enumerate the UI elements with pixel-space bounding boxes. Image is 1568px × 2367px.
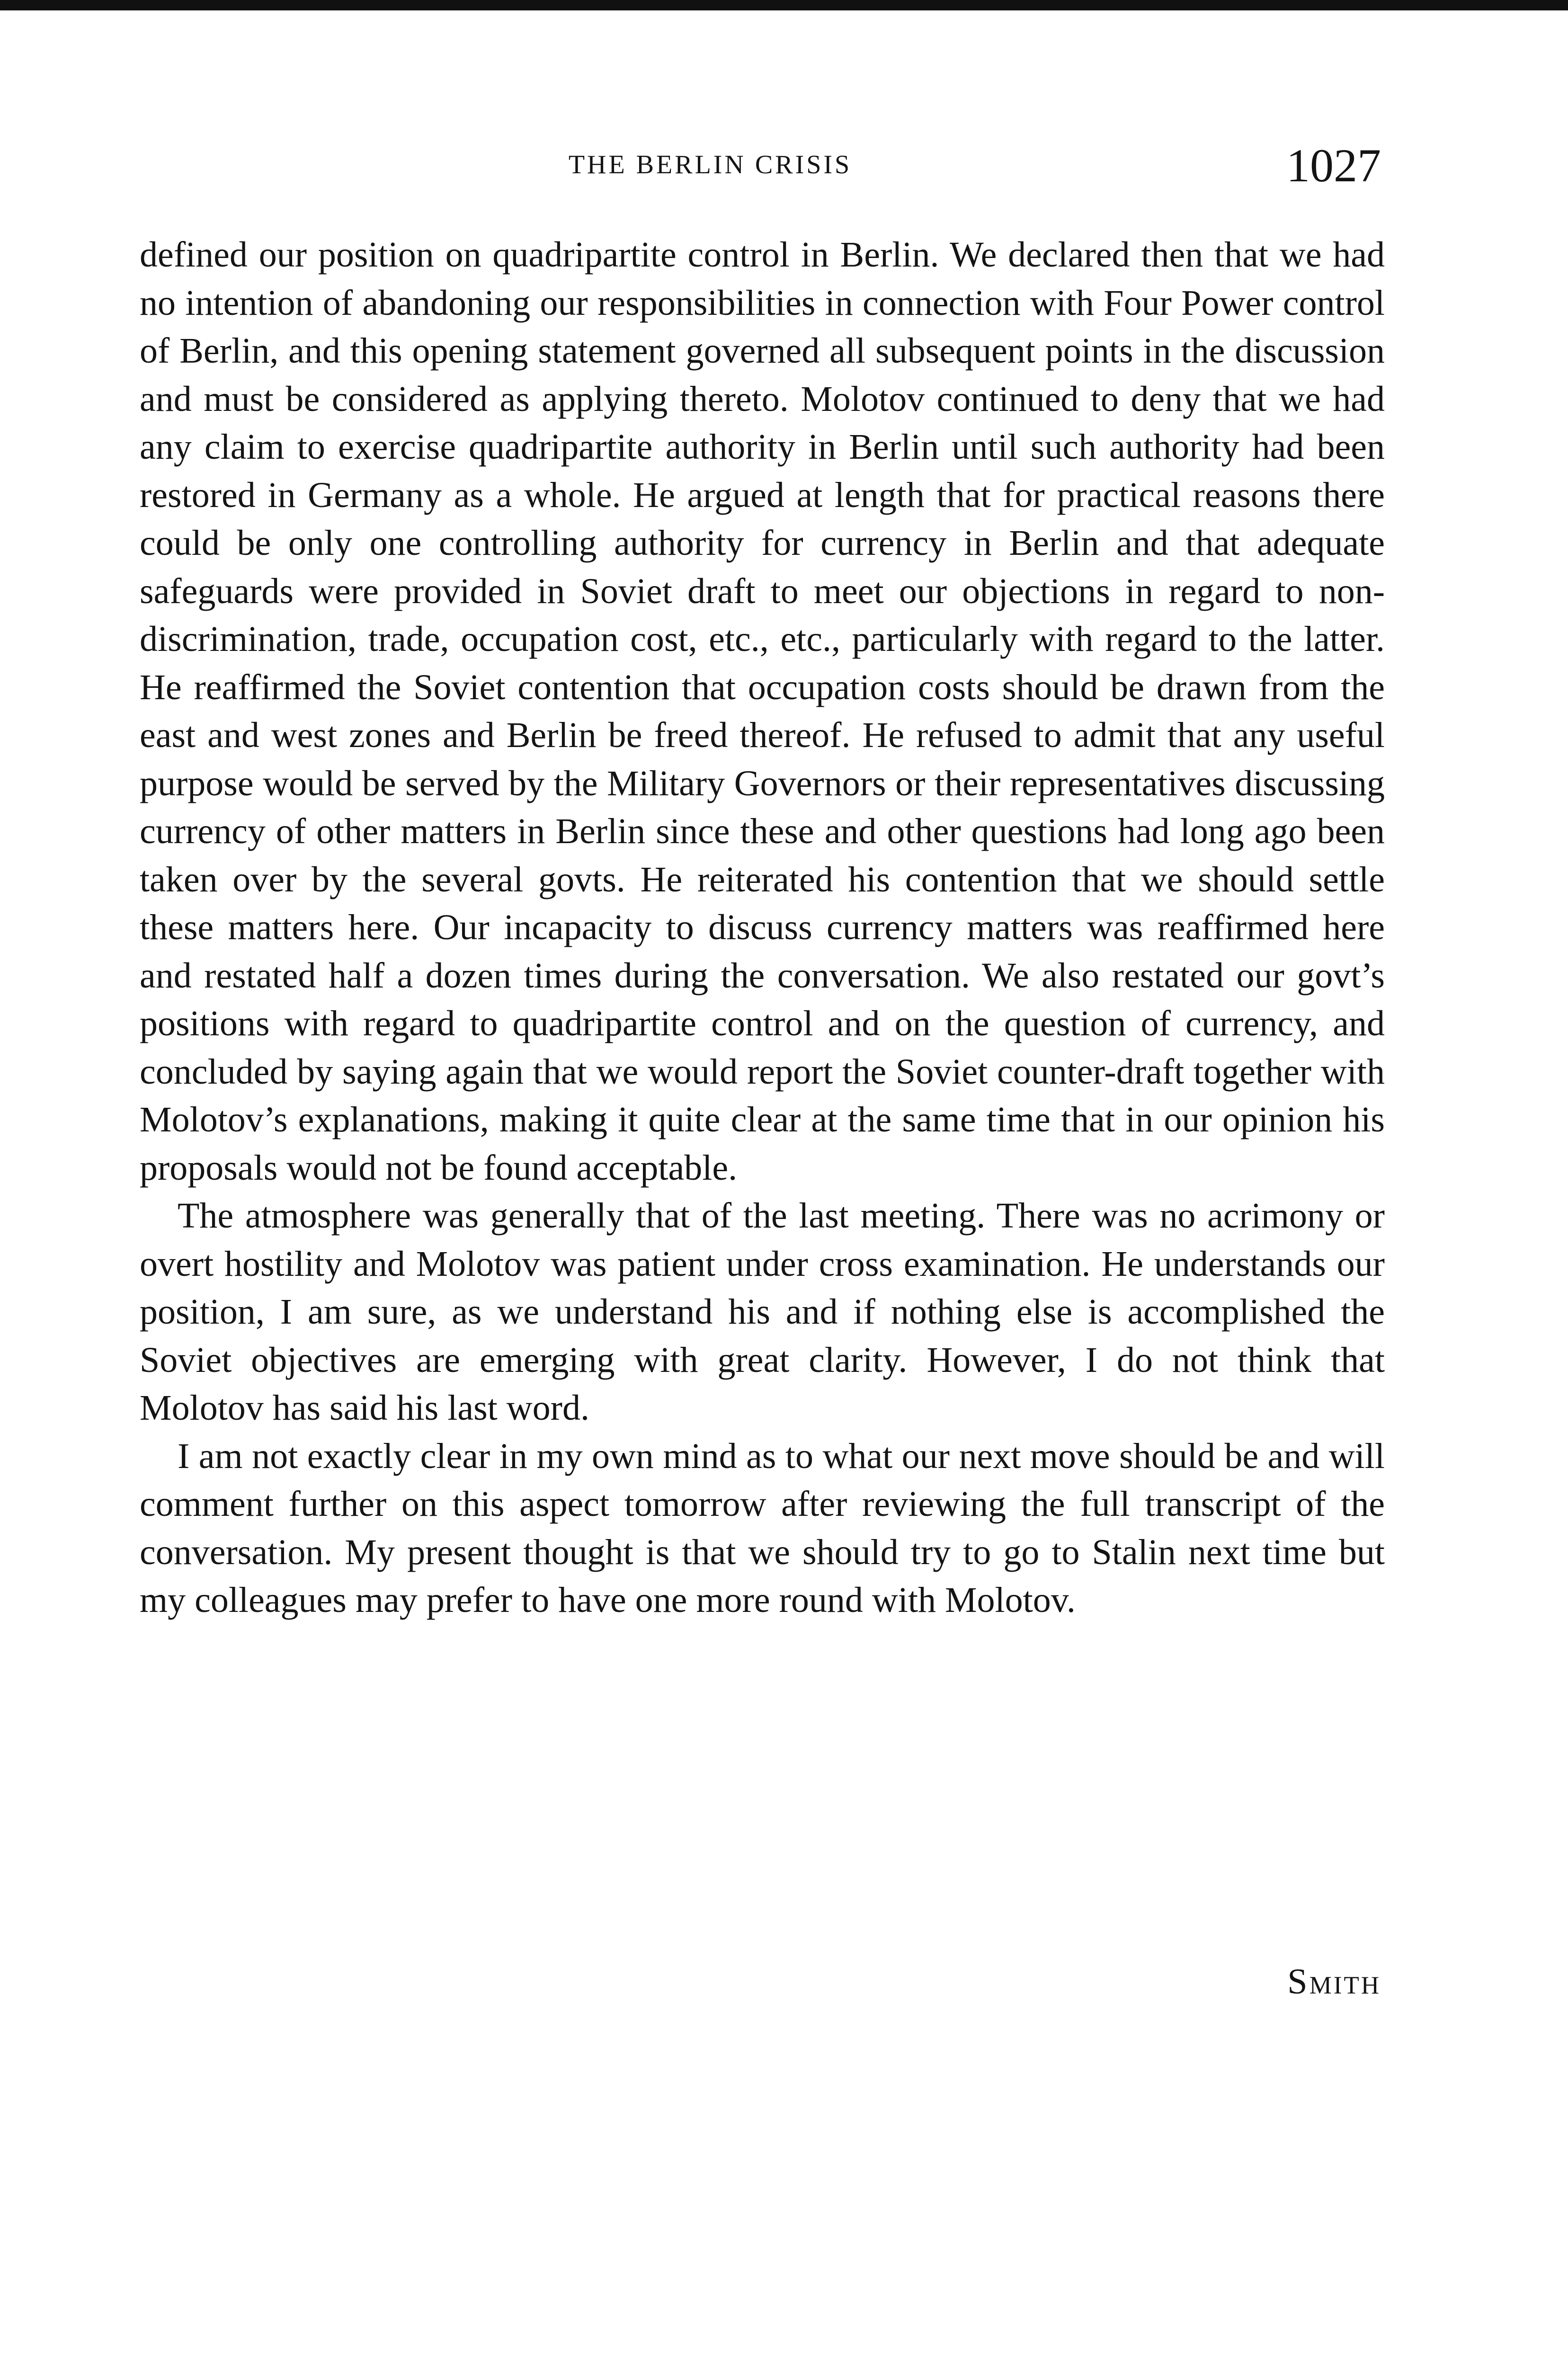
page-number: 1027	[1286, 139, 1381, 192]
running-title: THE BERLIN CRISIS	[568, 150, 852, 179]
signature: Smith	[1287, 1962, 1381, 2002]
paragraph-2: The atmosphere was generally that of the last meeting. There was no acrimony or overt hostility and Molotov was patient under cross examination. He understands our position, I am sure, as we understand his and if nothing else is accomplished the Soviet objectives are emerging with great clarity. However, I do not think that Molotov has said his last word.	[140, 1196, 1385, 1428]
paragraph-3: I am not exactly clear in my own mind as to what our next move should be and will comment further on this aspect tomorrow after reviewing the full transcript of the conversation. My present thought is that we should try to go to Stalin next time but my colleagues may prefer to have one more round with Molotov.	[140, 1436, 1385, 1620]
paragraph-1: defined our position on quadripartite control in Berlin. We declared then that we had no intention of abandoning our responsibilities in connection with Four Power control of Berlin, and this opening statement governed all subsequent points in the discussion and must be considered as applying thereto. Molotov continued to deny that we had any claim to exercise quadripartite authority in Berlin until such authority had been restored in Germany as a whole. He argued at length that for practical reasons there could be only one controlling authority for currency in Berlin and that adequate safeguards were provided in Soviet draft to meet our objections in regard to non-discrimination, trade, occupation cost, etc., etc., particularly with regard to the latter. He reaffirmed the Soviet contention that occupation costs should be drawn from the east and west zones and Berlin be freed thereof. He refused to admit that any useful purpose would be served by the Military Governors or their representatives discussing currency of other matters in Berlin since these and other questions had long ago been taken over by the several govts. He reiterated his contention that we should settle these matters here. Our incapacity to discuss currency matters was reaffirmed here and restated half a dozen times during the conversation. We also restated our govt’s positions with regard to quadripartite control and on the question of currency, and concluded by saying again that we would report the Soviet counter-draft together with Molotov’s explanations, making it quite clear at the same time that in our opinion his proposals would not be found acceptable.	[140, 235, 1385, 1188]
body-text	[140, 231, 1385, 1625]
